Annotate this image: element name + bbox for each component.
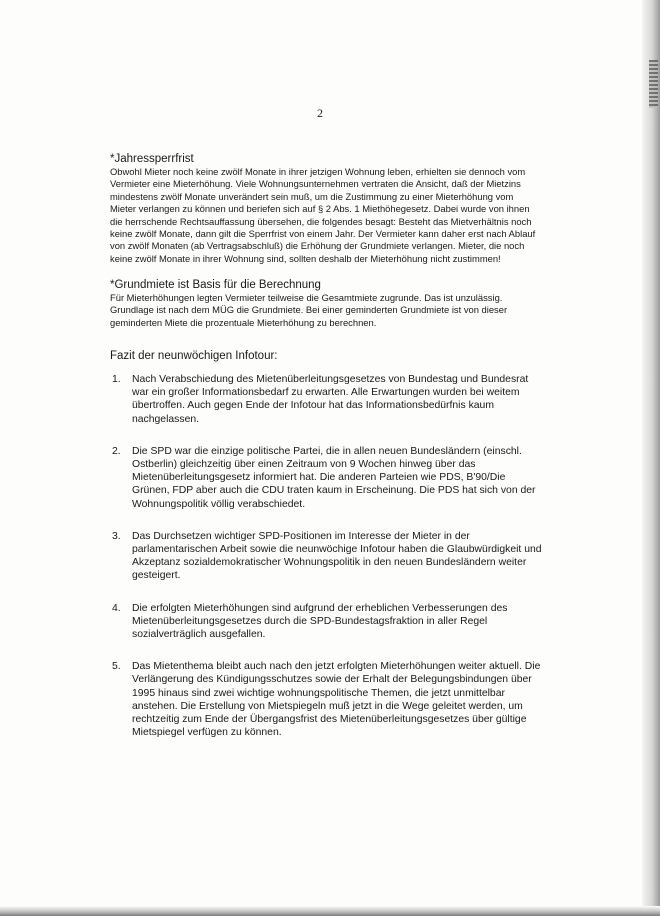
fazit-heading: Fazit der neunwöchigen Infotour: bbox=[110, 350, 278, 362]
fazit-list bbox=[112, 373, 542, 758]
list-item bbox=[112, 660, 542, 739]
section-grundmiete bbox=[110, 279, 540, 329]
list-item-text: Die SPD war die einzige politische Partei, die in allen neuen Bundesländern (einschl. Ostberlin) gleichzeitig über einen Zeitraum von 9 Wochen hinweg über das Mietenüberleitungsgesetz informiert hat. Die anderen Parteien wie PDS, B'90/Die Grünen, FDP aber auch die CDU traten kaum in Erscheinung. Die PDS hat sich von der Wohnungspolitik völlig verabschiedet. bbox=[132, 445, 536, 510]
section-heading: *Jahressperrfrist bbox=[110, 153, 194, 165]
scan-edge-right bbox=[642, 0, 660, 916]
list-item-number: 5. bbox=[112, 661, 121, 673]
list-item-number: 1. bbox=[112, 374, 121, 385]
page-number: 2 bbox=[317, 106, 323, 120]
list-item-text: Die erfolgten Mieterhöhungen sind aufgrund der erheblichen Verbesserungen des Mietenüberleitungsgesetzes durch die SPD-Bundestagsfraktion in aller Regel sozialverträglich ausgefallen. bbox=[132, 602, 508, 641]
list-item bbox=[112, 602, 542, 642]
scan-edge-bottom bbox=[0, 906, 660, 916]
list-item-number: 3. bbox=[112, 530, 121, 542]
list-item-text: Das Durchsetzen wichtiger SPD-Positionen im Interesse der Mieter in der parlamentarischen Arbeit sowie die neunwöchige Infotour haben die Glaubwürdigkeit und Akzeptanz sozialdemokratischer Wohnungspolitik in den neuen Bundesländern weiter gesteigert. bbox=[132, 530, 542, 582]
section-jahressperrfrist bbox=[110, 153, 540, 265]
list-item bbox=[112, 373, 542, 426]
section-body: Obwohl Mieter noch keine zwölf Monate in ihrer jetzigen Wohnung leben, erhielten sie dennoch vom Vermieter eine Mieterhöhung. Viele Wohnungsunternehmen vertraten die Ansicht, daß der Mietzins mindestens zwölf Monate unverändert sein muß, um die Zustimmung zu einer Mieterhöhung vom Mieter verlangen zu können und beriefen sich auf § 2 Abs. 1 Miethöhegesetz. Dabei wurde von ihnen die herrschende Rechtsauffassung übersehen, die folgendes besagt: Besteht das Mietverhältnis noch keine zwölf Monate, dann gilt die Sperrfrist von einem Jahr. Der Vermieter kann daher erst nach Ablauf von zwölf Monaten (ab Vertragsabschluß) die Erhöhung der Grundmiete verlangen. Mieter, die noch keine zwölf Monate in ihrer Wohnung sind, sollten deshalb der Mieterhöhung nicht zustimmen! bbox=[110, 166, 536, 264]
scan-artifact bbox=[649, 60, 658, 108]
section-heading: *Grundmiete ist Basis für die Berechnung bbox=[110, 279, 321, 291]
list-item bbox=[112, 530, 542, 583]
list-item-number: 4. bbox=[112, 602, 121, 614]
list-item bbox=[112, 445, 542, 511]
section-body: Für Mieterhöhungen legten Vermieter teilweise die Gesamtmiete zugrunde. Das ist unzulässig. Grundlage ist nach dem MÜG die Grundmiete. Bei einer geminderten Grundmiete ist von dieser geminderten Miete die prozentuale Mieterhöhung zu berechnen. bbox=[110, 292, 508, 328]
list-item-text: Das Mietenthema bleibt auch nach den jetzt erfolgten Mieterhöhungen weiter aktuell. Die Verlängerung des Kündigungsschutzes sowie der Erhalt der Belegungsbindungen über 1995 hinaus sind zwei wichtige wohnungspolitische Themen, die jetzt unmittelbar anstehen. Die Erstellung von Mietspiegeln muß jetzt in die Wege geleitet werden, um rechtzeitig zum Ende der Übergangsfrist des Mietenüberleitungsgesetzes über gültige Mietspiegel verfügen zu können. bbox=[132, 661, 541, 739]
list-item-number: 2. bbox=[112, 445, 121, 457]
list-item-text: Nach Verabschiedung des Mietenüberleitungsgesetzes von Bundestag und Bundesrat war ein großer Informationsbedarf zu erwarten. Alle Erwartungen wurden bei weitem übertroffen. Auch gegen Ende der Infotour hat das Informationsbedürfnis kaum nachgelassen. bbox=[132, 374, 529, 425]
